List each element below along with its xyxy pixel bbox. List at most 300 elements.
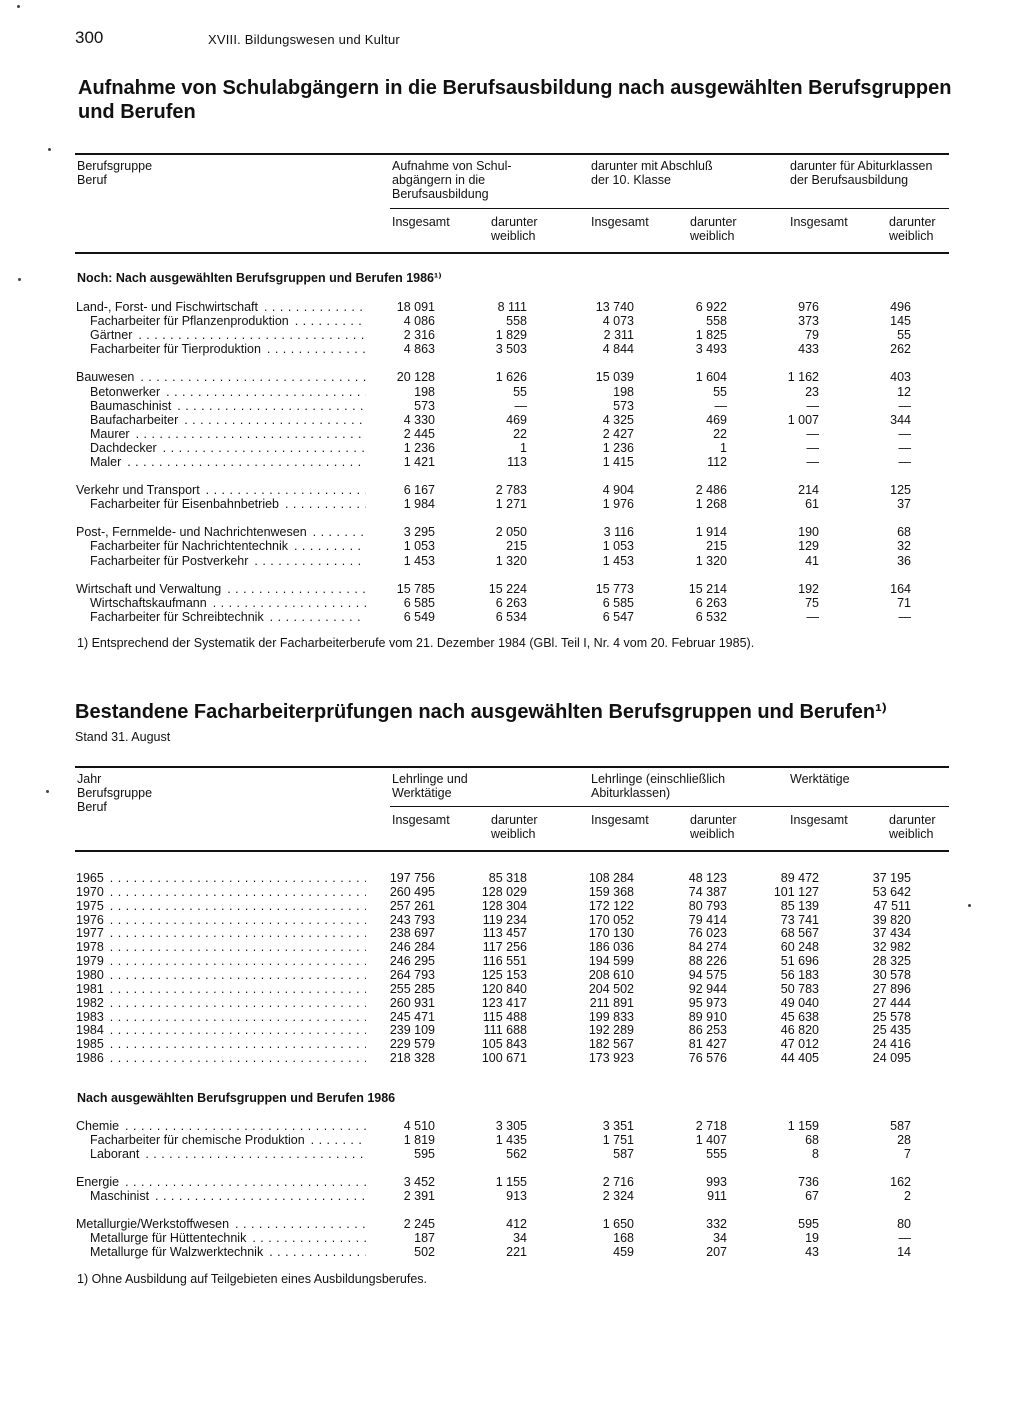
table-row bbox=[0, 1119, 1024, 1133]
table-cell: 129 bbox=[798, 539, 819, 554]
table-cell: 8 bbox=[812, 1147, 819, 1161]
table-cell: 197 756 bbox=[389, 871, 435, 885]
table-row bbox=[0, 940, 1024, 954]
t2-h-weiblich-1: darunter weiblich bbox=[491, 813, 538, 841]
table-cell: 2 427 bbox=[602, 426, 634, 441]
table-cell: 192 bbox=[798, 581, 819, 596]
table-cell: 186 036 bbox=[588, 940, 634, 955]
table-row bbox=[0, 1231, 1024, 1245]
table2-group3-header: Werktätige bbox=[790, 772, 850, 786]
row-label bbox=[90, 413, 366, 427]
table-cell: 75 bbox=[805, 595, 819, 610]
table-cell: 255 285 bbox=[389, 981, 435, 996]
table-cell: 1 268 bbox=[695, 497, 727, 512]
table1-top-rule bbox=[75, 153, 949, 155]
table-row bbox=[0, 300, 1024, 314]
table-cell: 115 488 bbox=[482, 1009, 527, 1024]
table-cell: 373 bbox=[798, 314, 819, 329]
table-row bbox=[0, 885, 1024, 899]
table-cell: 1 421 bbox=[403, 455, 435, 469]
row-label bbox=[76, 370, 366, 384]
table-cell: 587 bbox=[890, 1119, 911, 1133]
row-label bbox=[76, 940, 366, 954]
table-cell: 15 214 bbox=[688, 581, 727, 596]
table-cell: 4 325 bbox=[602, 412, 634, 427]
table1-header-bottom-rule bbox=[75, 252, 949, 254]
table-row bbox=[0, 385, 1024, 399]
t2-h-weiblich-2: darunter weiblich bbox=[690, 813, 737, 841]
table-cell: 113 bbox=[507, 455, 527, 469]
table-cell: 85 318 bbox=[488, 871, 527, 885]
t1-h-insgesamt-2: Insgesamt bbox=[591, 215, 649, 229]
table-cell: — bbox=[898, 455, 911, 469]
table-cell: 4 086 bbox=[403, 314, 435, 329]
table-cell: 39 820 bbox=[872, 912, 911, 927]
table-row bbox=[0, 968, 1024, 982]
table-cell: 28 bbox=[897, 1133, 911, 1147]
table-cell: 37 434 bbox=[872, 926, 911, 941]
table-cell: 1 829 bbox=[495, 328, 527, 343]
table-cell: 1 007 bbox=[787, 412, 819, 427]
table-cell: 1 407 bbox=[695, 1133, 727, 1147]
row-label bbox=[76, 885, 366, 899]
table-row bbox=[0, 399, 1024, 413]
table-cell: 1 236 bbox=[602, 440, 634, 455]
table-cell: 6 532 bbox=[695, 609, 727, 624]
row-label bbox=[76, 996, 366, 1010]
row-label bbox=[90, 596, 366, 610]
t2-h-insgesamt-3: Insgesamt bbox=[790, 813, 848, 827]
row-label-text: 1977 bbox=[76, 926, 104, 941]
table-row bbox=[0, 370, 1024, 384]
table-cell: 2 050 bbox=[495, 525, 527, 540]
table-cell: 433 bbox=[798, 342, 819, 357]
table-cell: 245 471 bbox=[389, 1009, 435, 1024]
table-row bbox=[0, 441, 1024, 455]
table-cell: 89 472 bbox=[780, 871, 819, 885]
table-cell: 20 128 bbox=[396, 370, 435, 385]
table-cell: 14 bbox=[897, 1245, 911, 1259]
table-cell: 3 116 bbox=[603, 525, 634, 540]
table-cell: 2 311 bbox=[603, 328, 634, 343]
table-cell: 47 012 bbox=[780, 1037, 819, 1052]
table-cell: 260 931 bbox=[389, 995, 435, 1010]
row-label bbox=[90, 1147, 366, 1161]
row-label bbox=[76, 582, 366, 596]
table-cell: 18 091 bbox=[396, 300, 435, 314]
table-cell: 61 bbox=[805, 497, 819, 512]
table-cell: 164 bbox=[890, 581, 911, 596]
table-cell: 1 320 bbox=[495, 553, 527, 568]
table-cell: 2 486 bbox=[695, 483, 727, 498]
row-label bbox=[76, 483, 366, 497]
row-label bbox=[76, 1037, 366, 1051]
row-label-text: 1976 bbox=[76, 912, 104, 927]
table-cell: 218 328 bbox=[389, 1051, 435, 1066]
table-cell: 159 368 bbox=[588, 884, 634, 899]
row-label bbox=[76, 1175, 366, 1189]
table2-header-bottom-rule bbox=[75, 850, 949, 852]
table2-top-rule bbox=[75, 766, 949, 768]
table-cell: 6 547 bbox=[602, 609, 634, 624]
table-cell: 344 bbox=[890, 412, 911, 427]
table-row bbox=[0, 328, 1024, 342]
table-row bbox=[0, 427, 1024, 441]
table-cell: — bbox=[806, 398, 819, 413]
table-cell: 128 029 bbox=[481, 884, 527, 899]
table-cell: 246 295 bbox=[389, 954, 435, 969]
table-cell: 76 576 bbox=[688, 1051, 727, 1066]
row-label bbox=[90, 342, 366, 356]
table1-section-label: Noch: Nach ausgewählten Berufsgruppen und Berufen 1986¹⁾ bbox=[77, 271, 442, 285]
table1-group3-header: darunter für Abiturklassen der Berufsausbildung bbox=[790, 159, 933, 187]
table-cell: 173 923 bbox=[588, 1051, 634, 1066]
table-cell: — bbox=[898, 609, 911, 624]
table-cell: 27 896 bbox=[872, 981, 911, 996]
table-cell: 37 195 bbox=[872, 871, 911, 885]
table-row bbox=[0, 996, 1024, 1010]
table-cell: 170 130 bbox=[588, 926, 634, 941]
table-cell: 92 944 bbox=[688, 981, 727, 996]
table-cell: 215 bbox=[706, 539, 727, 554]
t1-h-weiblich-1: darunter weiblich bbox=[491, 215, 538, 243]
table-cell: 6 263 bbox=[495, 595, 527, 610]
table-row bbox=[0, 483, 1024, 497]
table-row bbox=[0, 497, 1024, 511]
table-cell: — bbox=[806, 609, 819, 624]
table-cell: 68 bbox=[805, 1133, 819, 1147]
row-label bbox=[76, 954, 366, 968]
table-cell: 1 453 bbox=[403, 553, 435, 568]
table-cell: 207 bbox=[706, 1245, 727, 1259]
table-cell: — bbox=[898, 426, 911, 441]
table-cell: 44 405 bbox=[780, 1051, 819, 1066]
table-cell: 976 bbox=[798, 300, 819, 314]
t2-h-insgesamt-2: Insgesamt bbox=[591, 813, 649, 827]
table-row bbox=[0, 610, 1024, 624]
table-cell: 4 844 bbox=[602, 342, 634, 357]
table-cell: 108 284 bbox=[588, 871, 634, 885]
table-cell: 53 642 bbox=[872, 884, 911, 899]
table-cell: 32 bbox=[897, 539, 911, 554]
table-cell: 23 bbox=[805, 384, 819, 399]
table-cell: 6 585 bbox=[602, 595, 634, 610]
table-row bbox=[0, 926, 1024, 940]
table-cell: 1 053 bbox=[403, 539, 435, 554]
row-label bbox=[90, 314, 366, 328]
row-label-text: Bauwesen bbox=[76, 370, 135, 385]
table2-group1-header: Lehrlinge und Werktätige bbox=[392, 772, 468, 800]
table-row bbox=[0, 1023, 1024, 1037]
table-cell: 208 610 bbox=[588, 967, 634, 982]
scan-speck bbox=[968, 904, 971, 907]
table-cell: 25 435 bbox=[872, 1023, 911, 1038]
table-cell: 229 579 bbox=[389, 1037, 435, 1052]
table-cell: 6 585 bbox=[403, 595, 435, 610]
table-row bbox=[0, 1245, 1024, 1259]
table-cell: 182 567 bbox=[588, 1037, 634, 1052]
table-cell: 6 922 bbox=[695, 300, 727, 314]
row-label bbox=[76, 1010, 366, 1024]
table-cell: 262 bbox=[890, 342, 911, 357]
table-cell: 736 bbox=[798, 1175, 819, 1189]
table-row bbox=[0, 596, 1024, 610]
scan-speck bbox=[18, 278, 21, 281]
row-label-text: Laborant bbox=[90, 1147, 140, 1161]
table-cell: 113 457 bbox=[482, 926, 527, 941]
table-cell: 587 bbox=[613, 1147, 634, 1161]
table-cell: 19 bbox=[805, 1231, 819, 1245]
row-label-text: 1984 bbox=[76, 1023, 104, 1038]
row-label-text: 1985 bbox=[76, 1037, 104, 1052]
row-label-text: 1979 bbox=[76, 954, 104, 969]
row-label-text: 1981 bbox=[76, 981, 104, 996]
row-label bbox=[76, 1217, 366, 1231]
table-cell: 2 718 bbox=[695, 1119, 727, 1133]
chapter-title: XVIII. Bildungswesen und Kultur bbox=[208, 32, 400, 47]
table-cell: 1 984 bbox=[403, 497, 435, 512]
table-cell: 24 416 bbox=[872, 1037, 911, 1052]
table-cell: 199 833 bbox=[588, 1009, 634, 1024]
row-label-text: Energie bbox=[76, 1175, 120, 1189]
table-cell: 170 052 bbox=[588, 912, 634, 927]
table-cell: 68 567 bbox=[780, 926, 819, 941]
row-label bbox=[90, 1133, 366, 1147]
table-cell: 49 040 bbox=[780, 995, 819, 1010]
table2-stub-header: Jahr Berufsgruppe Beruf bbox=[77, 772, 153, 814]
table-cell: 913 bbox=[506, 1189, 527, 1203]
table-cell: 1 236 bbox=[403, 440, 435, 455]
table-cell: 1 914 bbox=[695, 525, 727, 540]
row-label bbox=[76, 982, 366, 996]
table-cell: 43 bbox=[805, 1245, 819, 1259]
table-cell: 187 bbox=[414, 1231, 435, 1245]
table-cell: 34 bbox=[513, 1231, 527, 1245]
table-cell: 12 bbox=[897, 384, 911, 399]
table-cell: — bbox=[806, 426, 819, 441]
row-label-text: Maurer bbox=[90, 426, 130, 441]
row-label bbox=[90, 539, 366, 553]
table-cell: 94 575 bbox=[688, 967, 727, 982]
table-row bbox=[0, 413, 1024, 427]
table-cell: 573 bbox=[414, 398, 435, 413]
table-cell: 911 bbox=[707, 1189, 727, 1203]
table-cell: 1 bbox=[520, 440, 527, 455]
table-cell: 76 023 bbox=[688, 926, 727, 941]
table-cell: 120 840 bbox=[481, 981, 527, 996]
table-cell: 67 bbox=[805, 1189, 819, 1203]
row-label bbox=[76, 871, 366, 885]
table-cell: 30 578 bbox=[872, 967, 911, 982]
table-cell: 24 095 bbox=[872, 1051, 911, 1066]
table-cell: 79 bbox=[805, 328, 819, 343]
row-label-text: 1983 bbox=[76, 1009, 104, 1024]
table-row bbox=[0, 1133, 1024, 1147]
table-cell: 4 510 bbox=[403, 1119, 435, 1133]
row-label-text: Gärtner bbox=[90, 328, 133, 343]
scan-speck bbox=[48, 148, 51, 151]
table-row bbox=[0, 525, 1024, 539]
row-label-text: Baumaschinist bbox=[90, 398, 172, 413]
t2-h-weiblich-3: darunter weiblich bbox=[889, 813, 936, 841]
table-cell: 55 bbox=[897, 328, 911, 343]
table-cell: 55 bbox=[513, 384, 527, 399]
table-cell: 85 139 bbox=[780, 898, 819, 913]
row-label bbox=[76, 899, 366, 913]
table-cell: 172 122 bbox=[588, 898, 634, 913]
row-label-text: Land-, Forst- und Fischwirtschaft bbox=[76, 300, 259, 314]
table-cell: 6 549 bbox=[403, 609, 435, 624]
table-cell: 4 330 bbox=[403, 412, 435, 427]
row-label-text: 1978 bbox=[76, 940, 104, 955]
table-cell: — bbox=[714, 398, 727, 413]
table1-footnote: 1) Entsprechend der Systematik der Facharbeiterberufe vom 21. Dezember 1984 (GBl. Teil I, Nr. 4 vom 20. Februar 1985). bbox=[77, 636, 755, 650]
table-row bbox=[0, 913, 1024, 927]
table-cell: 168 bbox=[613, 1231, 634, 1245]
table-cell: 214 bbox=[798, 483, 819, 498]
table-cell: 573 bbox=[613, 398, 634, 413]
table-cell: 1 053 bbox=[602, 539, 634, 554]
table-cell: 260 495 bbox=[389, 884, 435, 899]
row-label-text: Betonwerker bbox=[90, 384, 161, 399]
table-cell: 84 274 bbox=[688, 940, 727, 955]
table-cell: 89 910 bbox=[688, 1009, 727, 1024]
table-cell: 1 453 bbox=[602, 553, 634, 568]
table-cell: 192 289 bbox=[588, 1023, 634, 1038]
row-label bbox=[76, 968, 366, 982]
t1-h-insgesamt-1: Insgesamt bbox=[392, 215, 450, 229]
table-cell: — bbox=[898, 1231, 911, 1245]
table-cell: 2 bbox=[904, 1189, 911, 1203]
row-label-text: Facharbeiter für chemische Produktion bbox=[90, 1133, 305, 1147]
row-label-text: Wirtschaftskaufmann bbox=[90, 595, 207, 610]
table-cell: 993 bbox=[706, 1175, 727, 1189]
table-cell: — bbox=[898, 440, 911, 455]
row-label bbox=[90, 554, 366, 568]
table-cell: 6 167 bbox=[403, 483, 435, 498]
table-cell: 80 793 bbox=[688, 898, 727, 913]
table-row bbox=[0, 1051, 1024, 1065]
table-row bbox=[0, 871, 1024, 885]
table-cell: 403 bbox=[890, 370, 911, 385]
row-label bbox=[90, 427, 366, 441]
row-label bbox=[76, 1051, 366, 1065]
table-cell: 221 bbox=[506, 1245, 527, 1259]
table-row bbox=[0, 1217, 1024, 1231]
table1-stub-header: Berufsgruppe Beruf bbox=[77, 159, 153, 187]
table1-group2-header: darunter mit Abschluß der 10. Klasse bbox=[591, 159, 713, 187]
table-cell: 3 305 bbox=[495, 1119, 527, 1133]
t2-h-insgesamt-1: Insgesamt bbox=[392, 813, 450, 827]
table-cell: 145 bbox=[890, 314, 911, 329]
row-label-text: 1975 bbox=[76, 898, 104, 913]
t1-h-weiblich-3: darunter weiblich bbox=[889, 215, 936, 243]
table-cell: 239 109 bbox=[389, 1023, 435, 1038]
table-cell: 48 123 bbox=[688, 871, 727, 885]
table-cell: 469 bbox=[706, 412, 727, 427]
row-label-text: Wirtschaft und Verwaltung bbox=[76, 581, 222, 596]
table-cell: 3 351 bbox=[602, 1119, 634, 1133]
table-cell: 117 256 bbox=[482, 940, 527, 955]
t1-h-insgesamt-3: Insgesamt bbox=[790, 215, 848, 229]
row-label bbox=[90, 610, 366, 624]
table-row bbox=[0, 1189, 1024, 1203]
table-cell: 1 159 bbox=[787, 1119, 819, 1133]
table-cell: 100 671 bbox=[481, 1051, 527, 1066]
table-row bbox=[0, 899, 1024, 913]
table-cell: 243 793 bbox=[389, 912, 435, 927]
table-cell: 7 bbox=[904, 1147, 911, 1161]
table-cell: 22 bbox=[513, 426, 527, 441]
table-cell: 71 bbox=[897, 595, 911, 610]
row-label-text: 1982 bbox=[76, 995, 104, 1010]
row-label-text: Verkehr und Transport bbox=[76, 483, 200, 498]
table-cell: 6 263 bbox=[695, 595, 727, 610]
row-label-text: Metallurge für Walzwerktechnik bbox=[90, 1245, 264, 1259]
table-cell: 80 bbox=[897, 1217, 911, 1231]
page-number: 300 bbox=[75, 28, 104, 47]
table-cell: 37 bbox=[897, 497, 911, 512]
table-row bbox=[0, 982, 1024, 996]
row-label-text: Post-, Fernmelde- und Nachrichtenwesen bbox=[76, 525, 307, 540]
table-cell: 6 534 bbox=[495, 609, 527, 624]
table-cell: 1 626 bbox=[495, 370, 527, 385]
table1-subheader-rule bbox=[390, 208, 949, 209]
table-cell: 15 224 bbox=[488, 581, 527, 596]
table1-group1-header: Aufnahme von Schul- abgängern in die Berufsausbildung bbox=[392, 159, 512, 201]
row-label bbox=[90, 399, 366, 413]
table-row bbox=[0, 1037, 1024, 1051]
table-cell: 60 248 bbox=[780, 940, 819, 955]
table-cell: 1 751 bbox=[602, 1133, 634, 1147]
row-label-text: Baufacharbeiter bbox=[90, 412, 179, 427]
table-row bbox=[0, 582, 1024, 596]
table-cell: 1 976 bbox=[602, 497, 634, 512]
table-cell: 3 452 bbox=[403, 1175, 435, 1189]
table-cell: 1 bbox=[720, 440, 727, 455]
table-cell: 1 162 bbox=[787, 370, 819, 385]
row-label-text: 1980 bbox=[76, 967, 104, 982]
table-cell: 56 183 bbox=[780, 967, 819, 982]
scan-speck bbox=[46, 790, 49, 793]
table-cell: 32 982 bbox=[872, 940, 911, 955]
table-cell: 595 bbox=[414, 1147, 435, 1161]
row-label-text: Maschinist bbox=[90, 1189, 150, 1203]
row-label-text: Maler bbox=[90, 455, 122, 469]
row-label bbox=[76, 926, 366, 940]
row-label bbox=[76, 525, 366, 539]
table-cell: 502 bbox=[414, 1245, 435, 1259]
table-row bbox=[0, 1010, 1024, 1024]
table-cell: 74 387 bbox=[688, 884, 727, 899]
table-cell: 4 904 bbox=[602, 483, 634, 498]
table2-subheader-rule bbox=[390, 806, 949, 807]
row-label-text: Facharbeiter für Nachrichtentechnik bbox=[90, 539, 289, 554]
table-cell: 13 740 bbox=[595, 300, 634, 314]
table-cell: — bbox=[514, 398, 527, 413]
row-label-text: 1970 bbox=[76, 884, 104, 899]
table-cell: 22 bbox=[713, 426, 727, 441]
table-cell: 15 773 bbox=[595, 581, 634, 596]
table-cell: 198 bbox=[613, 384, 634, 399]
table-cell: 2 316 bbox=[403, 328, 435, 343]
table-row bbox=[0, 539, 1024, 553]
row-label-text: Facharbeiter für Schreibtechnik bbox=[90, 609, 264, 624]
row-label bbox=[90, 385, 366, 399]
table-cell: 116 551 bbox=[482, 954, 527, 969]
table-cell: 2 783 bbox=[495, 483, 527, 498]
page-header bbox=[75, 28, 400, 52]
